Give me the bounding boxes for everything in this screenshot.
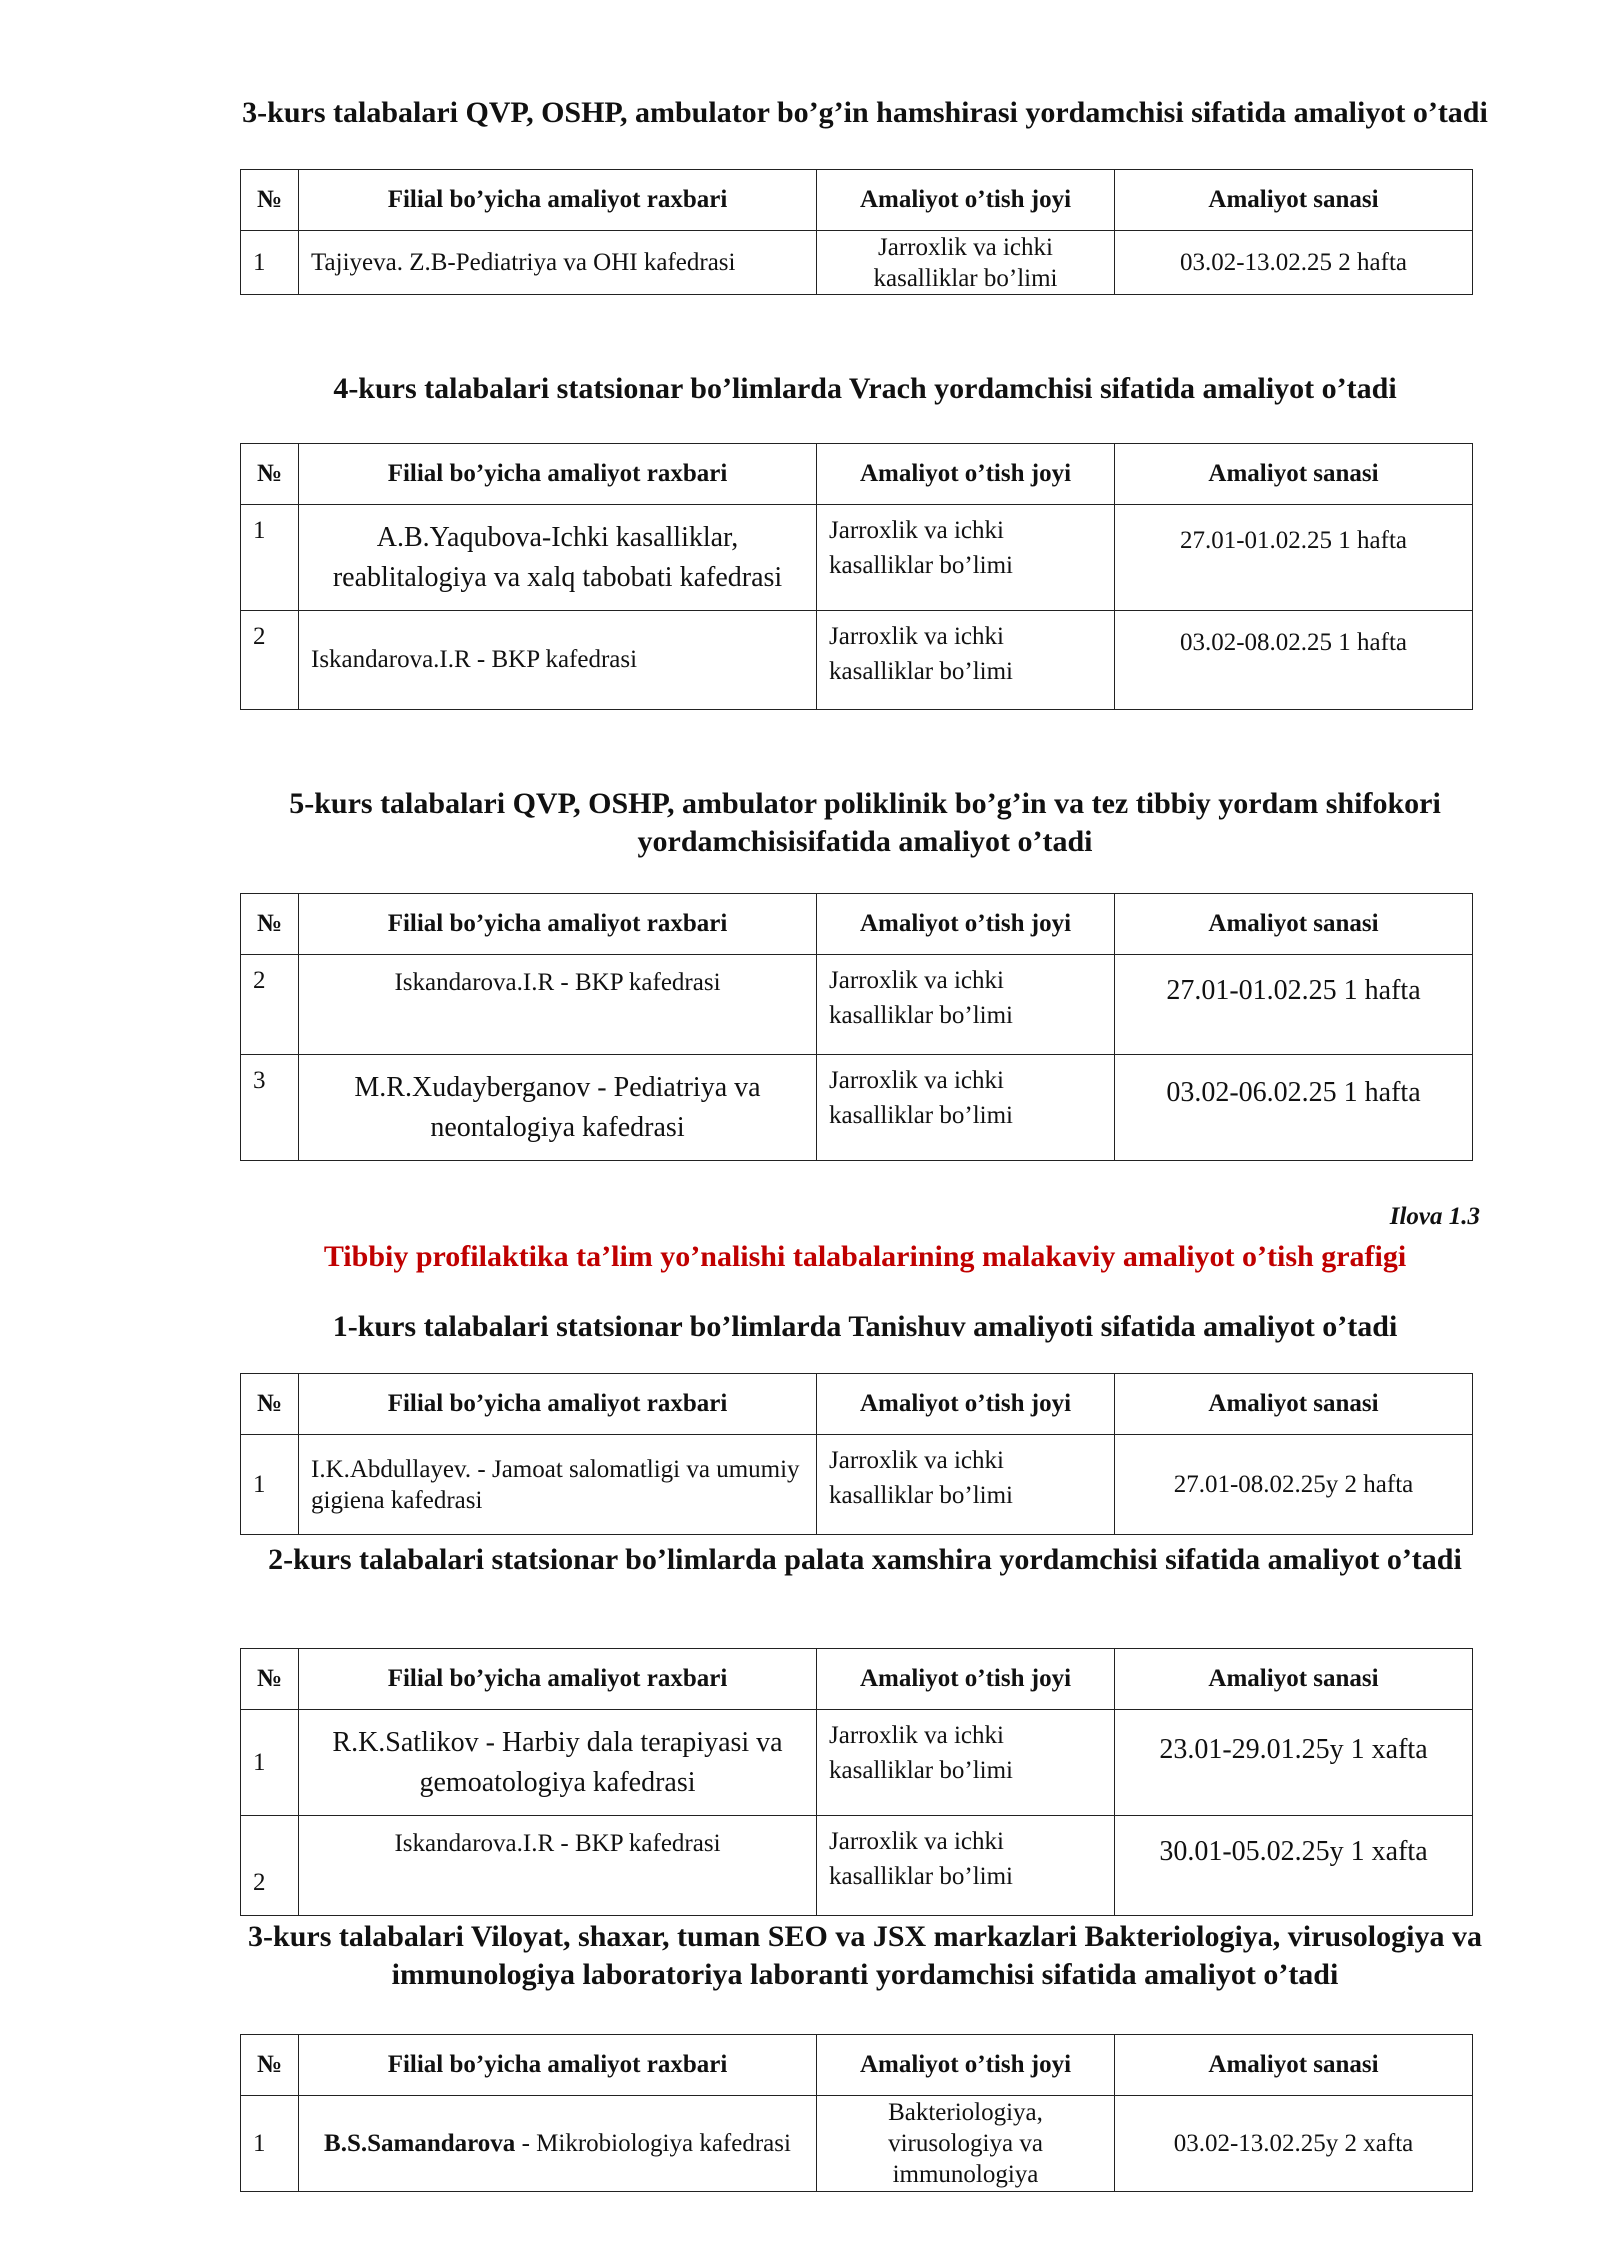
row-leader: M.R.Xudayberganov - Pediatriya va neontalogiya kafedrasi xyxy=(299,1055,817,1161)
row-num: 1 xyxy=(241,1435,299,1535)
header-leader: Filial bo’yicha amaliyot raxbari xyxy=(299,444,817,505)
row-place: Bakteriologiya, virusologiya va immunologiya xyxy=(817,2096,1115,2192)
header-place: Amaliyot o’tish joyi xyxy=(817,1374,1115,1435)
header-leader: Filial bo’yicha amaliyot raxbari xyxy=(299,1374,817,1435)
row-date: 30.01-05.02.25y 1 xafta xyxy=(1115,1816,1473,1916)
row-num: 2 xyxy=(241,611,299,710)
row-num: 1 xyxy=(241,1710,299,1816)
schedule-table xyxy=(240,443,1473,710)
table-row xyxy=(241,1055,1473,1161)
header-date: Amaliyot sanasi xyxy=(1115,1649,1473,1710)
header-leader: Filial bo’yicha amaliyot raxbari xyxy=(299,894,817,955)
header-place: Amaliyot o’tish joyi xyxy=(817,894,1115,955)
section-title: 3-kurs talabalari QVP, OSHP, ambulator bo’g’in hamshirasi yordamchisi sifatida amaliyot o’tadi xyxy=(242,96,1488,129)
row-num: 3 xyxy=(241,1055,299,1161)
header-num: № xyxy=(241,170,299,231)
table-header-row xyxy=(241,1374,1473,1435)
table-row xyxy=(241,1816,1473,1916)
header-num: № xyxy=(241,1649,299,1710)
table-row xyxy=(241,2096,1473,2192)
header-date: Amaliyot sanasi xyxy=(1115,1374,1473,1435)
row-place: Jarroxlik va ichki kasalliklar bo’limi xyxy=(817,231,1115,295)
row-num: 2 xyxy=(241,955,299,1055)
leader-department: - Mikrobiologiya kafedrasi xyxy=(515,2130,791,2157)
schedule-table xyxy=(240,1373,1473,1535)
appendix-label: Ilova 1.3 xyxy=(1389,1203,1480,1230)
section-title: 3-kurs talabalari Viloyat, shaxar, tuman SEO va JSX markazlari Bakteriologiya, virusologiya va immunologiya laboratoriya laboranti yordamchisi sifatida amaliyot o’tadi xyxy=(248,1920,1482,1991)
section-title: 4-kurs talabalari statsionar bo’limlarda Vrach yordamchisi sifatida amaliyot o’tadi xyxy=(333,372,1397,405)
row-leader: Iskandarova.I.R - BKP kafedrasi xyxy=(299,611,817,710)
header-place: Amaliyot o’tish joyi xyxy=(817,1649,1115,1710)
table-header-row xyxy=(241,894,1473,955)
header-leader: Filial bo’yicha amaliyot raxbari xyxy=(299,170,817,231)
row-place: Jarroxlik va ichki kasalliklar bo’limi xyxy=(817,505,1115,611)
table-header-row xyxy=(241,1649,1473,1710)
row-place: Jarroxlik va ichki kasalliklar bo’limi xyxy=(817,1055,1115,1161)
table-row xyxy=(241,231,1473,295)
header-place: Amaliyot o’tish joyi xyxy=(817,444,1115,505)
header-num: № xyxy=(241,894,299,955)
row-date: 03.02-06.02.25 1 hafta xyxy=(1115,1055,1473,1161)
section-title: 5-kurs talabalari QVP, OSHP, ambulator poliklinik bo’g’in va tez tibbiy yordam shifokori yordamchisisifatida amaliyot o’tadi xyxy=(289,787,1441,858)
row-place: Jarroxlik va ichki kasalliklar bo’limi xyxy=(817,611,1115,710)
table-row xyxy=(241,611,1473,710)
program-title: Tibbiy profilaktika ta’lim yo’nalishi talabalarining malakaviy amaliyot o’tish grafigi xyxy=(323,1240,1407,1273)
header-place: Amaliyot o’tish joyi xyxy=(817,170,1115,231)
header-date: Amaliyot sanasi xyxy=(1115,444,1473,505)
row-leader: Iskandarova.I.R - BKP kafedrasi xyxy=(299,1816,817,1916)
row-date: 27.01-08.02.25y 2 hafta xyxy=(1115,1435,1473,1535)
table-header-row xyxy=(241,444,1473,505)
row-date: 03.02-08.02.25 1 hafta xyxy=(1115,611,1473,710)
schedule-table xyxy=(240,169,1473,295)
row-date: 27.01-01.02.25 1 hafta xyxy=(1115,955,1473,1055)
row-date: 03.02-13.02.25 2 hafta xyxy=(1115,231,1473,295)
row-date: 03.02-13.02.25y 2 xafta xyxy=(1115,2096,1473,2192)
row-place: Jarroxlik va ichki kasalliklar bo’limi xyxy=(817,1710,1115,1816)
table-row xyxy=(241,1435,1473,1535)
header-place: Amaliyot o’tish joyi xyxy=(817,2035,1115,2096)
header-date: Amaliyot sanasi xyxy=(1115,2035,1473,2096)
row-num: 1 xyxy=(241,2096,299,2192)
row-num: 1 xyxy=(241,231,299,295)
table-header-row xyxy=(241,170,1473,231)
row-num: 1 xyxy=(241,505,299,611)
section-title: 2-kurs talabalari statsionar bo’limlarda palata xamshira yordamchisi sifatida amaliyot o’tadi xyxy=(268,1543,1462,1576)
header-leader: Filial bo’yicha amaliyot raxbari xyxy=(299,1649,817,1710)
row-leader: Iskandarova.I.R - BKP kafedrasi xyxy=(299,955,817,1055)
row-leader: R.K.Satlikov - Harbiy dala terapiyasi va gemoatologiya kafedrasi xyxy=(299,1710,817,1816)
row-leader: A.B.Yaqubova-Ichki kasalliklar, reablitalogiya va xalq tabobati kafedrasi xyxy=(299,505,817,611)
row-date: 27.01-01.02.25 1 hafta xyxy=(1115,505,1473,611)
header-num: № xyxy=(241,2035,299,2096)
table-row xyxy=(241,1710,1473,1816)
row-place: Jarroxlik va ichki kasalliklar bo’limi xyxy=(817,955,1115,1055)
row-place: Jarroxlik va ichki kasalliklar bo’limi xyxy=(817,1816,1115,1916)
schedule-table xyxy=(240,2034,1473,2192)
row-date: 23.01-29.01.25y 1 xafta xyxy=(1115,1710,1473,1816)
row-leader: Tajiyeva. Z.B-Pediatriya va OHI kafedrasi xyxy=(299,231,817,295)
table-row xyxy=(241,955,1473,1055)
schedule-table xyxy=(240,893,1473,1161)
table-header-row xyxy=(241,2035,1473,2096)
section-title: 1-kurs talabalari statsionar bo’limlarda Tanishuv amaliyoti sifatida amaliyot o’tadi xyxy=(332,1310,1398,1343)
header-date: Amaliyot sanasi xyxy=(1115,170,1473,231)
schedule-table xyxy=(240,1648,1473,1916)
header-num: № xyxy=(241,444,299,505)
row-num: 2 xyxy=(241,1816,299,1916)
header-leader: Filial bo’yicha amaliyot raxbari xyxy=(299,2035,817,2096)
table-row xyxy=(241,505,1473,611)
row-place: Jarroxlik va ichki kasalliklar bo’limi xyxy=(817,1435,1115,1535)
row-leader: I.K.Abdullayev. - Jamoat salomatligi va umumiy gigiena kafedrasi xyxy=(299,1435,817,1535)
header-date: Amaliyot sanasi xyxy=(1115,894,1473,955)
leader-name: B.S.Samandarova xyxy=(324,2130,516,2157)
row-leader xyxy=(299,2096,817,2192)
header-num: № xyxy=(241,1374,299,1435)
